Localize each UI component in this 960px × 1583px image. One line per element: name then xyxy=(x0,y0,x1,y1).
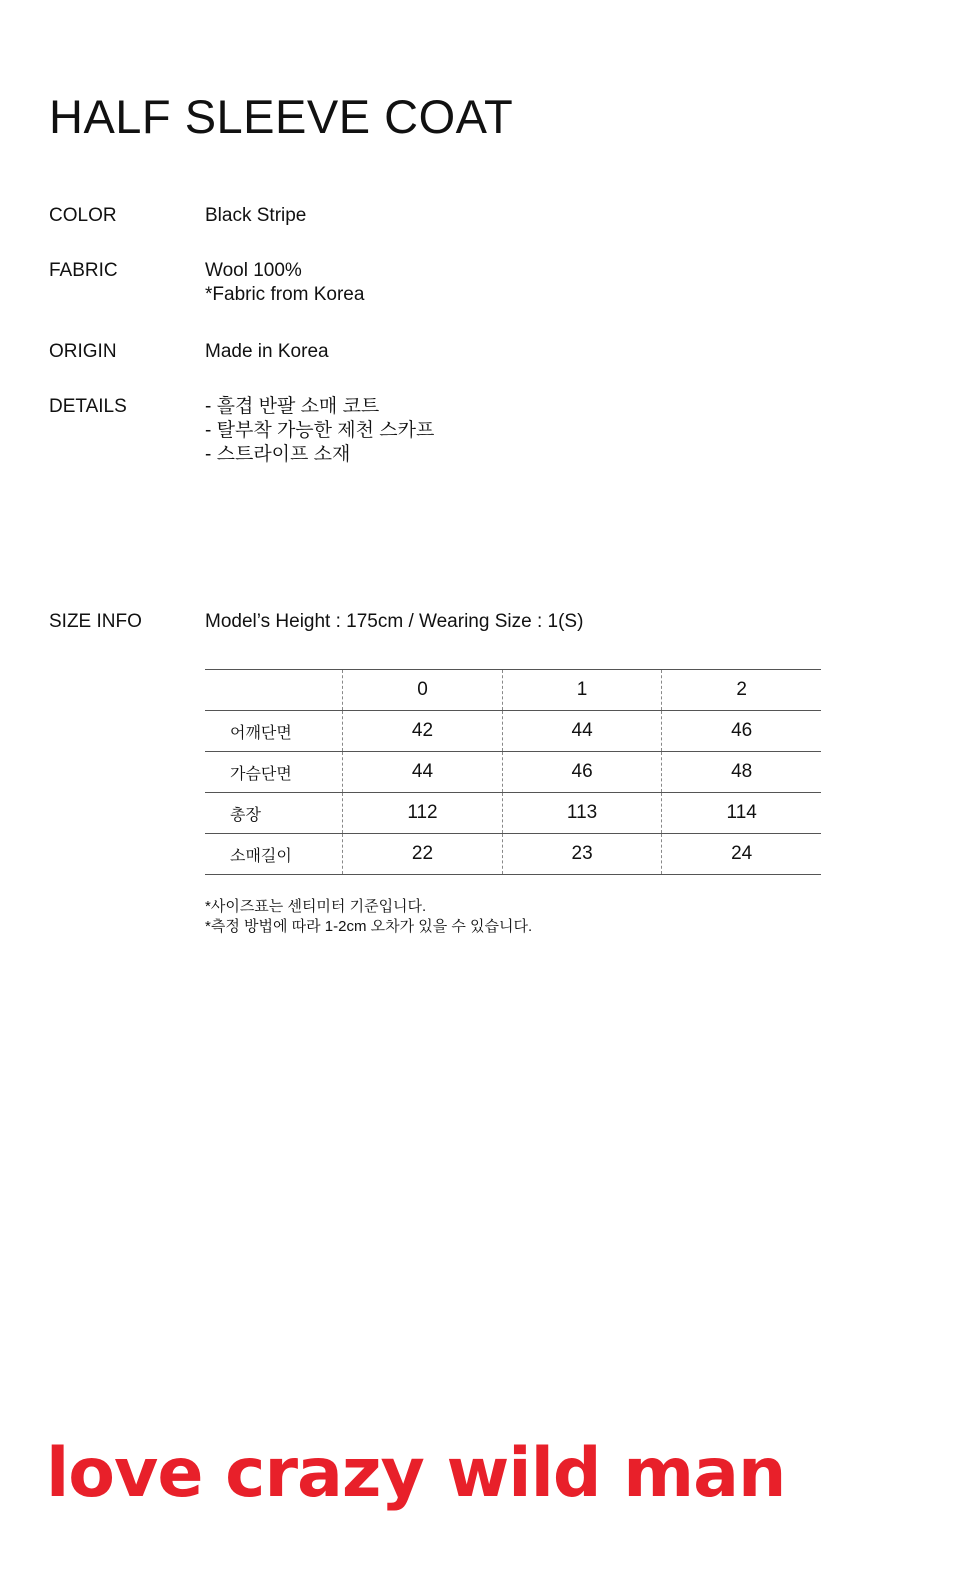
size-note: *측정 방법에 따라 1-2cm 오차가 있을 수 있습니다. xyxy=(205,918,533,935)
table-cell: 23 xyxy=(502,834,662,875)
size-table-header-cell: 1 xyxy=(502,670,662,711)
info-row-details xyxy=(49,395,434,467)
table-cell: 113 xyxy=(502,793,662,834)
size-info-label: SIZE INFO xyxy=(49,611,142,632)
origin-value xyxy=(205,340,329,364)
details-value-line: - 탈부착 가능한 제천 스카프 xyxy=(205,420,435,441)
size-note: *사이즈표는 센티미터 기준입니다. xyxy=(205,898,427,915)
size-table xyxy=(205,669,821,875)
info-row-fabric xyxy=(49,259,364,307)
table-row xyxy=(205,793,821,834)
info-row-origin xyxy=(49,340,329,364)
table-cell: 46 xyxy=(662,711,821,752)
table-row xyxy=(205,752,821,793)
fabric-label: FABRIC xyxy=(49,260,118,281)
brand-logo-text: love crazy wild man xyxy=(46,1434,786,1513)
size-table-header-row xyxy=(205,670,821,711)
fabric-value-line: Wool 100% xyxy=(205,260,302,281)
size-notes xyxy=(205,897,532,937)
table-row xyxy=(205,834,821,875)
details-value-line: - 흘겹 반팔 소매 코트 xyxy=(205,396,380,417)
table-cell: 24 xyxy=(662,834,821,875)
fabric-value-line: *Fabric from Korea xyxy=(205,284,365,305)
product-title: HALF SLEEVE COAT xyxy=(49,90,514,143)
table-cell: 44 xyxy=(343,752,503,793)
table-cell: 22 xyxy=(343,834,503,875)
details-label: DETAILS xyxy=(49,396,127,417)
color-value xyxy=(205,204,306,228)
table-row-label: 가슴단면 xyxy=(205,752,343,793)
details-value xyxy=(205,395,434,467)
size-table-corner-cell xyxy=(205,670,343,711)
table-cell: 112 xyxy=(343,793,503,834)
origin-label: ORIGIN xyxy=(49,341,117,362)
size-info-value-line: Model’s Height : 175cm / Wearing Size : 1(S) xyxy=(205,611,584,632)
table-cell: 44 xyxy=(502,711,662,752)
details-value-line: - 스트라이프 소재 xyxy=(205,444,351,465)
color-value-line: Black Stripe xyxy=(205,205,307,226)
info-row-color xyxy=(49,204,306,228)
table-row-label: 소매길이 xyxy=(205,834,343,875)
size-info-value xyxy=(205,610,583,634)
table-row-label: 총장 xyxy=(205,793,343,834)
info-row-size-info xyxy=(49,610,583,634)
color-label: COLOR xyxy=(49,205,117,226)
table-cell: 46 xyxy=(502,752,662,793)
table-cell: 42 xyxy=(343,711,503,752)
table-cell: 48 xyxy=(662,752,821,793)
table-row-label: 어깨단면 xyxy=(205,711,343,752)
size-table-header-cell: 2 xyxy=(662,670,821,711)
table-cell: 114 xyxy=(662,793,821,834)
size-table-header-cell: 0 xyxy=(343,670,503,711)
fabric-value xyxy=(205,259,364,307)
table-row xyxy=(205,711,821,752)
origin-value-line: Made in Korea xyxy=(205,341,329,362)
